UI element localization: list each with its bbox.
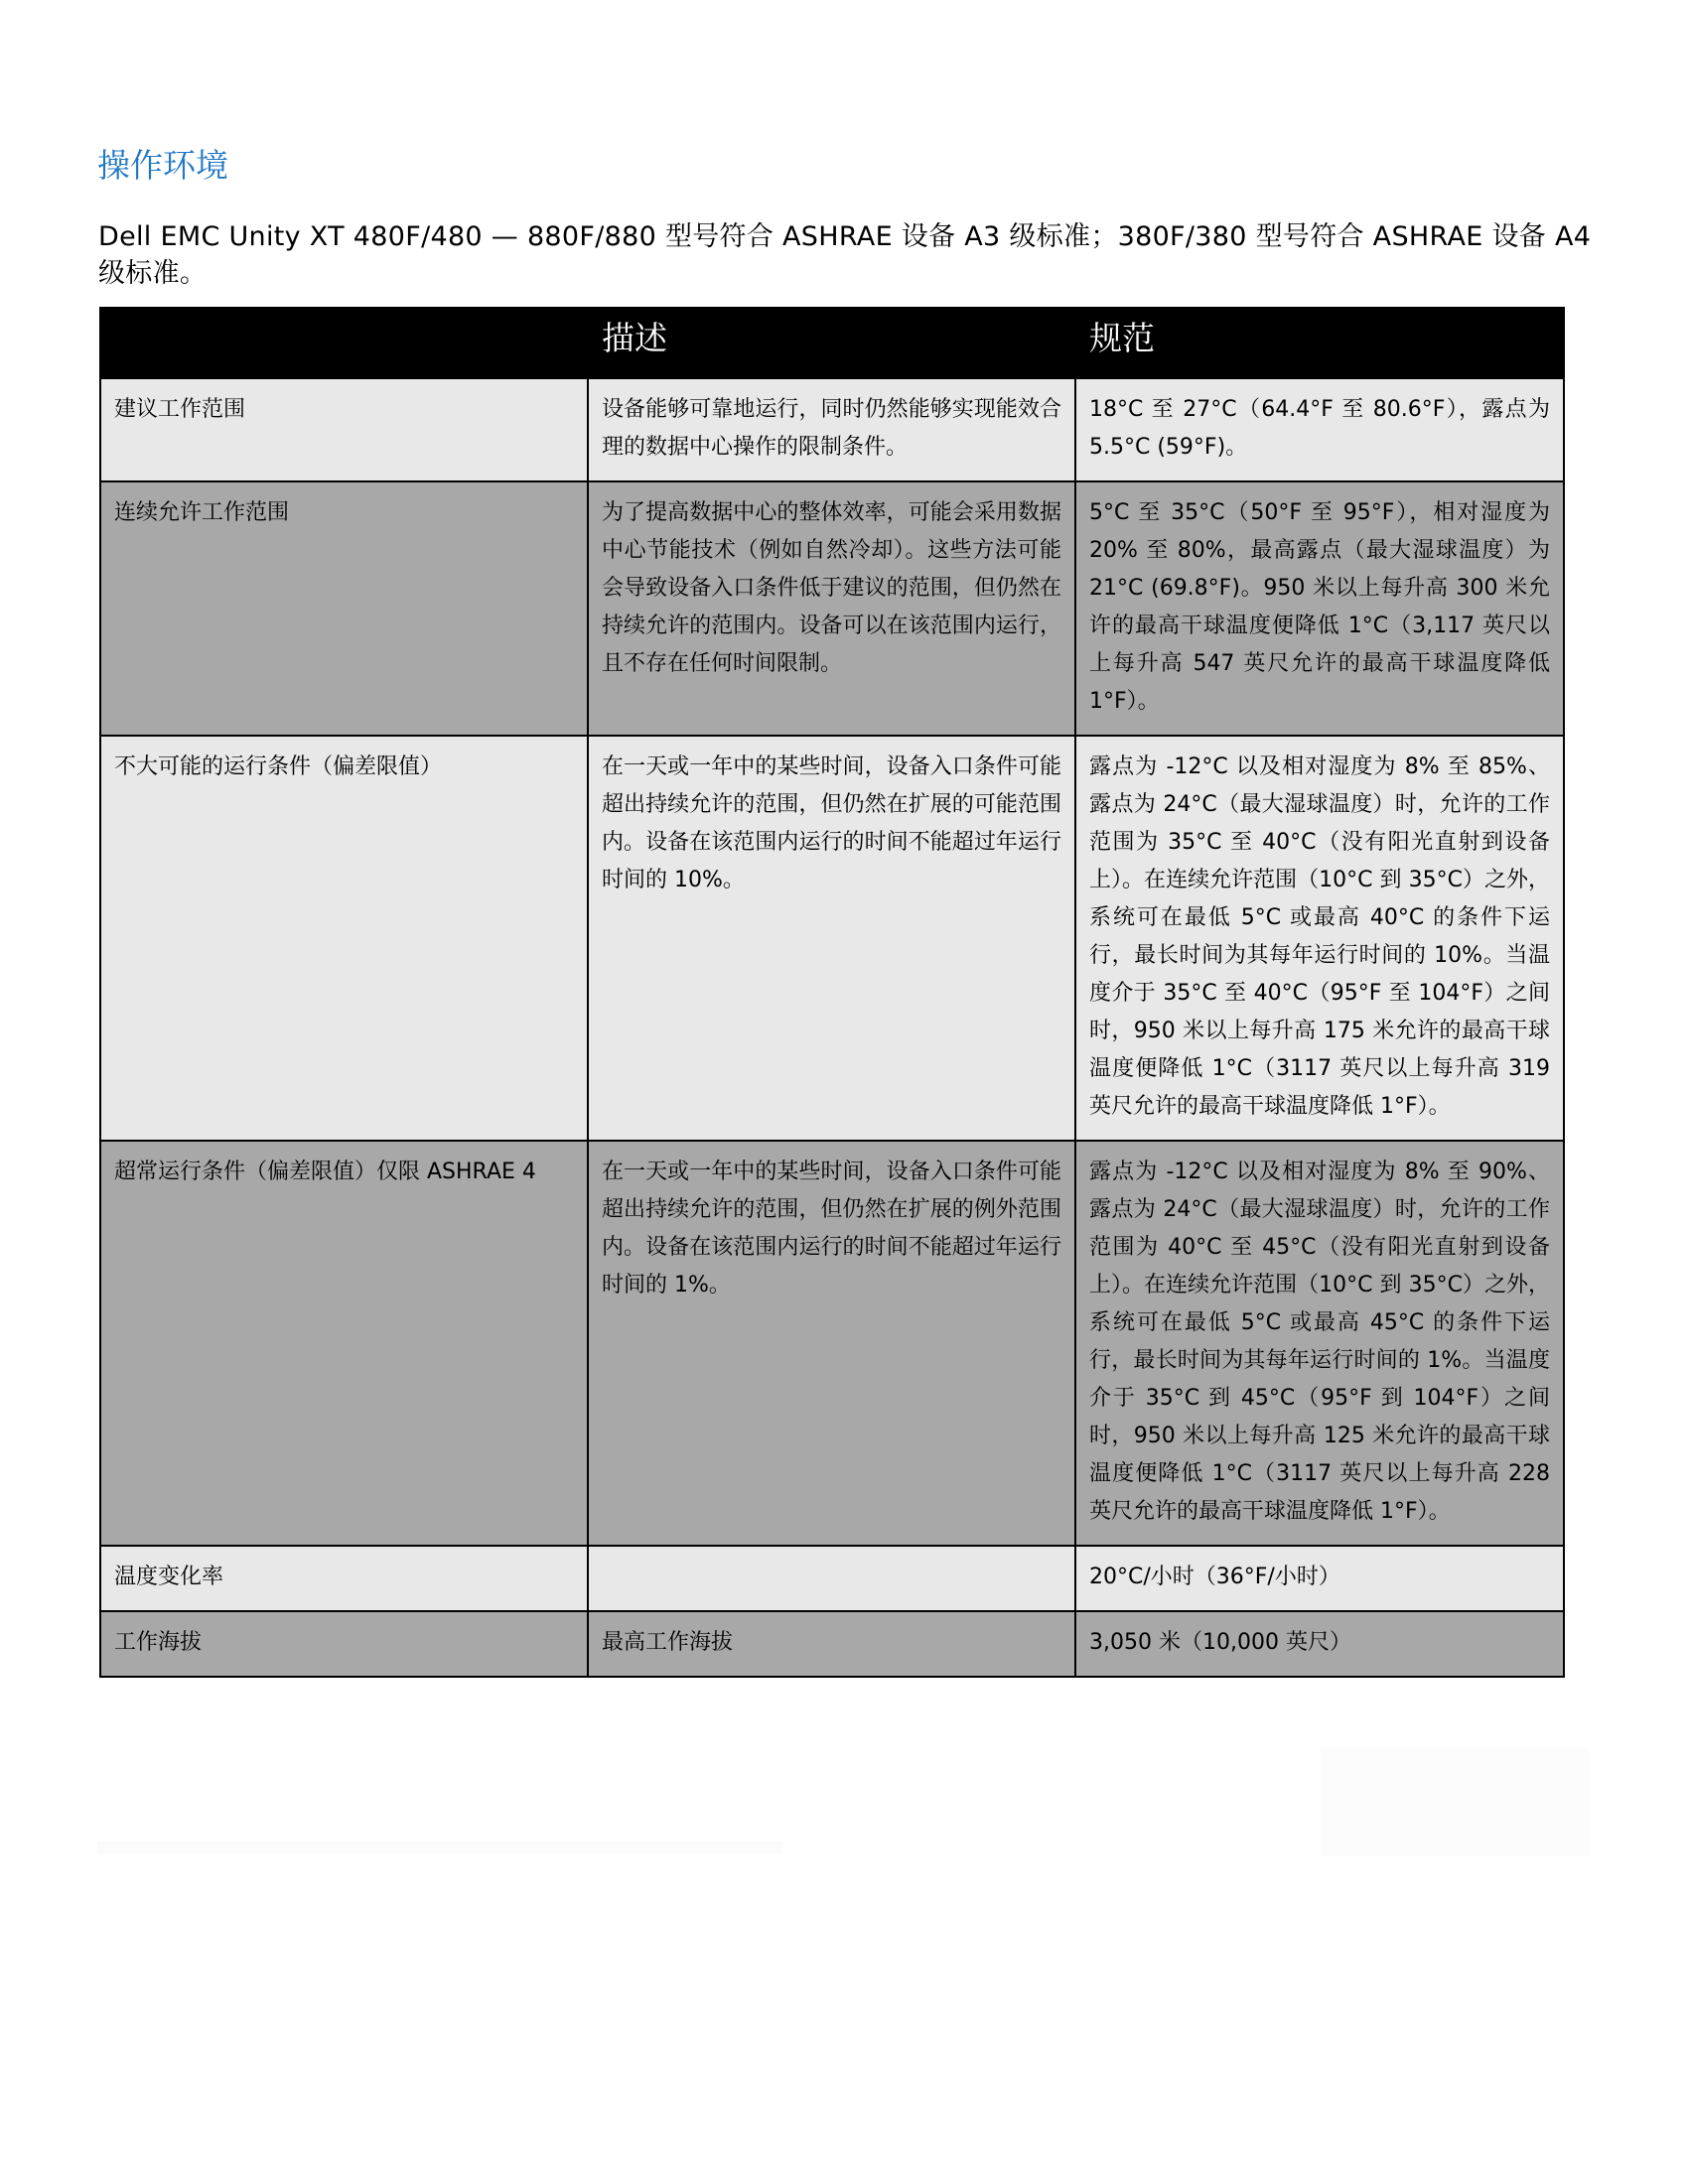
table-header-row xyxy=(100,308,1564,378)
faint-artifact xyxy=(97,1842,782,1853)
row-specification: 20°C/小时（36°F/小时） xyxy=(1075,1546,1564,1611)
row-specification: 露点为 -12°C 以及相对湿度为 8% 至 85%、露点为 24°C（最大湿球温度）时，允许的工作范围为 35°C 至 40°C（没有阳光直射到设备上）。在连续允许范围（10°C 到 35°C）之外，系统可在最低 5°C 或最高 40°C 的条件下运行，最长时间为其每年运行时间的 10%。当温度介于 35°C 至 40°C（95°F 至 104°F）之间时，950 米以上每升高 175 米允许的最高干球温度便降低 1°C（3117 英尺以上每升高 319 英尺允许的最高干球温度降低 1°F）。 xyxy=(1075,736,1564,1141)
table-row xyxy=(100,378,1564,481)
table-row xyxy=(100,1141,1564,1546)
row-condition: 连续允许工作范围 xyxy=(100,481,588,736)
intro-paragraph: Dell EMC Unity XT 480F/480 — 880F/880 型号符合 ASHRAE 设备 A3 级标准；380F/380 型号符合 ASHRAE 设备 A4 级标准。 xyxy=(98,221,1592,289)
row-condition: 温度变化率 xyxy=(100,1546,588,1611)
row-condition: 不大可能的运行条件（偏差限值） xyxy=(100,736,588,1141)
section-heading: 操作环境 xyxy=(97,146,228,185)
row-specification: 18°C 至 27°C（64.4°F 至 80.6°F），露点为 5.5°C (59°F)。 xyxy=(1075,378,1564,481)
faint-artifact xyxy=(1321,1747,1589,1856)
row-description: 在一天或一年中的某些时间，设备入口条件可能超出持续允许的范围，但仍然在扩展的例外范围内。设备在该范围内运行的时间不能超过年运行时间的 1%。 xyxy=(588,1141,1075,1546)
row-description xyxy=(588,1546,1075,1611)
row-description: 设备能够可靠地运行，同时仍然能够实现能效合理的数据中心操作的限制条件。 xyxy=(588,378,1075,481)
header-specification: 规范 xyxy=(1075,308,1564,378)
table-row xyxy=(100,1546,1564,1611)
row-description: 为了提高数据中心的整体效率，可能会采用数据中心节能技术（例如自然冷却）。这些方法可能会导致设备入口条件低于建议的范围，但仍然在持续允许的范围内。设备可以在该范围内运行，且不存在任何时间限制。 xyxy=(588,481,1075,736)
row-description: 在一天或一年中的某些时间，设备入口条件可能超出持续允许的范围，但仍然在扩展的可能范围内。设备在该范围内运行的时间不能超过年运行时间的 10%。 xyxy=(588,736,1075,1141)
row-specification: 3,050 米（10,000 英尺） xyxy=(1075,1611,1564,1677)
header-description: 描述 xyxy=(588,308,1075,378)
operating-environment-table xyxy=(99,307,1565,1678)
row-condition: 工作海拔 xyxy=(100,1611,588,1677)
table-row xyxy=(100,736,1564,1141)
row-condition: 建议工作范围 xyxy=(100,378,588,481)
header-condition xyxy=(100,308,588,378)
row-specification: 露点为 -12°C 以及相对湿度为 8% 至 90%、露点为 24°C（最大湿球温度）时，允许的工作范围为 40°C 至 45°C（没有阳光直射到设备上）。在连续允许范围（10°C 到 35°C）之外，系统可在最低 5°C 或最高 45°C 的条件下运行，最长时间为其每年运行时间的 1%。当温度介于 35°C 到 45°C（95°F 到 104°F）之间时，950 米以上每升高 125 米允许的最高干球温度便降低 1°C（3117 英尺以上每升高 228 英尺允许的最高干球温度降低 1°F）。 xyxy=(1075,1141,1564,1546)
row-specification: 5°C 至 35°C（50°F 至 95°F），相对湿度为 20% 至 80%，最高露点（最大湿球温度）为 21°C (69.8°F)。950 米以上每升高 300 米允许的最高干球温度便降低 1°C（3,117 英尺以上每升高 547 英尺允许的最高干球温度降低 1°F）。 xyxy=(1075,481,1564,736)
table-row xyxy=(100,481,1564,736)
row-description: 最高工作海拔 xyxy=(588,1611,1075,1677)
row-condition: 超常运行条件（偏差限值）仅限 ASHRAE 4 xyxy=(100,1141,588,1546)
table-row xyxy=(100,1611,1564,1677)
